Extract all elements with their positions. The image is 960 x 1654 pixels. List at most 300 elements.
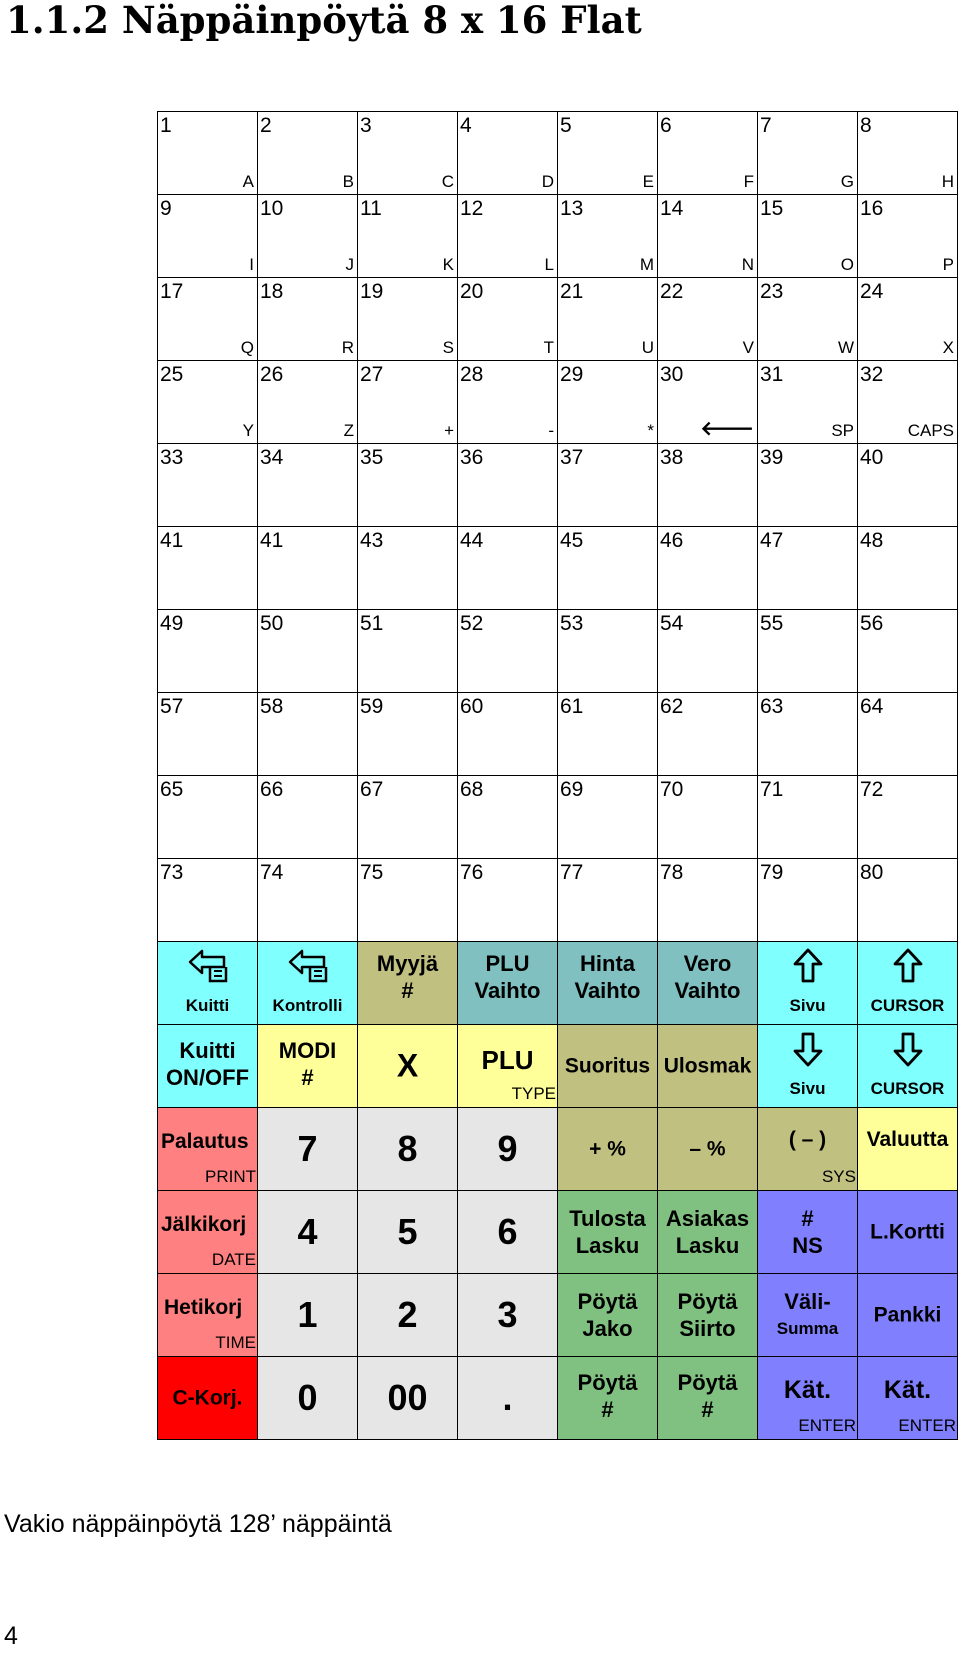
key-number: 69 xyxy=(560,778,584,801)
grid-key[interactable] xyxy=(858,693,958,776)
grid-key[interactable] xyxy=(158,610,258,693)
key-number: 80 xyxy=(860,861,884,884)
grid-key[interactable] xyxy=(758,278,858,361)
key-sublabel: TYPE xyxy=(511,1084,556,1103)
function-row-6 xyxy=(158,1357,958,1440)
key-number: 27 xyxy=(360,363,384,386)
key-number: 34 xyxy=(260,446,284,469)
key-number: 5 xyxy=(560,114,572,137)
grid-row xyxy=(158,859,958,942)
key-label: Kät. xyxy=(883,1376,932,1404)
key-number: 22 xyxy=(660,280,684,303)
grid-row xyxy=(158,776,958,859)
key-number: 3 xyxy=(360,114,372,137)
key-6[interactable] xyxy=(458,1191,558,1274)
key-hetikorj[interactable] xyxy=(158,1274,258,1357)
grid-key[interactable] xyxy=(858,278,958,361)
key-number: 1 xyxy=(160,114,172,137)
key-number: 8 xyxy=(860,114,872,137)
key-label: CURSOR xyxy=(870,1079,945,1098)
grid-key[interactable] xyxy=(858,610,958,693)
key-label-line2: # xyxy=(301,1065,314,1090)
key-label: 6 xyxy=(497,1211,518,1252)
grid-key[interactable] xyxy=(858,527,958,610)
key-plus-percent[interactable] xyxy=(558,1108,658,1191)
grid-key[interactable] xyxy=(558,610,658,693)
backspace-arrow-icon: 🡐 xyxy=(700,418,754,440)
key-number: 64 xyxy=(860,695,884,718)
key-9[interactable] xyxy=(458,1108,558,1191)
key-kat-enter-1[interactable] xyxy=(758,1357,858,1440)
grid-key[interactable] xyxy=(658,859,758,942)
grid-key[interactable] xyxy=(758,195,858,278)
grid-key[interactable] xyxy=(358,859,458,942)
grid-key[interactable] xyxy=(458,859,558,942)
grid-key[interactable] xyxy=(558,361,658,444)
grid-key[interactable] xyxy=(358,361,458,444)
key-label: 5 xyxy=(397,1211,418,1252)
grid-key[interactable] xyxy=(858,776,958,859)
grid-key[interactable] xyxy=(658,361,758,444)
grid-key[interactable] xyxy=(858,112,958,195)
grid-key[interactable] xyxy=(558,278,658,361)
key-number: 75 xyxy=(360,861,384,884)
key-number: 38 xyxy=(660,446,684,469)
key-label: ( – ) xyxy=(788,1128,827,1151)
grid-row xyxy=(158,195,958,278)
key-label: 2 xyxy=(397,1294,418,1335)
key-number: 9 xyxy=(160,197,172,220)
key-label-line2: Vaihto xyxy=(674,978,741,1003)
grid-key[interactable] xyxy=(258,444,358,527)
key-number: 23 xyxy=(760,280,784,303)
key-number: 68 xyxy=(460,778,484,801)
key-decimal-point[interactable] xyxy=(458,1357,558,1440)
key-label: Kontrolli xyxy=(272,996,343,1015)
key-kuitti[interactable] xyxy=(158,942,258,1025)
key-suoritus[interactable] xyxy=(558,1025,658,1108)
key-label: CURSOR xyxy=(870,996,945,1015)
key-letter: U xyxy=(641,338,654,357)
function-row-2 xyxy=(158,1025,958,1108)
key-number: 19 xyxy=(360,280,384,303)
key-number: 37 xyxy=(560,446,584,469)
key-label: 8 xyxy=(397,1128,418,1169)
key-myyja[interactable] xyxy=(358,942,458,1025)
key-letter: I xyxy=(249,255,254,274)
key-number: 53 xyxy=(560,612,584,635)
arrow-up-icon xyxy=(892,948,924,984)
key-8[interactable] xyxy=(358,1108,458,1191)
key-letter: P xyxy=(942,255,954,274)
grid-key[interactable] xyxy=(158,195,258,278)
grid-key[interactable] xyxy=(458,361,558,444)
key-plu[interactable] xyxy=(458,1025,558,1108)
grid-key[interactable] xyxy=(658,112,758,195)
key-label-line2: # xyxy=(701,1397,714,1422)
key-letter: B xyxy=(342,172,354,191)
key-number: 14 xyxy=(660,197,684,220)
key-label-line1: Pöytä xyxy=(577,1370,638,1395)
key-sublabel: PRINT xyxy=(205,1167,256,1186)
key-label-line1: Väli- xyxy=(784,1289,831,1314)
grid-key[interactable] xyxy=(558,112,658,195)
key-number: 43 xyxy=(360,529,384,552)
key-valuutta[interactable] xyxy=(858,1108,958,1191)
key-letter: S xyxy=(442,338,454,357)
key-number: 47 xyxy=(760,529,784,552)
key-pankki[interactable] xyxy=(858,1274,958,1357)
key-letter: D xyxy=(541,172,554,191)
grid-key[interactable] xyxy=(158,859,258,942)
key-number: 41 xyxy=(260,529,284,552)
grid-key[interactable] xyxy=(258,278,358,361)
key-number: 65 xyxy=(160,778,184,801)
key-minus[interactable] xyxy=(758,1108,858,1191)
grid-key[interactable] xyxy=(358,444,458,527)
key-letter: + xyxy=(444,421,454,440)
key-letter: O xyxy=(840,255,854,274)
grid-key[interactable] xyxy=(358,527,458,610)
key-letter: E xyxy=(642,172,654,191)
key-letter: CAPS xyxy=(907,421,954,440)
key-1[interactable] xyxy=(258,1274,358,1357)
grid-key[interactable] xyxy=(758,693,858,776)
grid-key[interactable] xyxy=(258,195,358,278)
page-number: 4 xyxy=(4,1622,18,1650)
receipt-feed-icon xyxy=(186,948,230,984)
key-label-line1: Tulosta xyxy=(569,1206,646,1231)
key-jalkikorj[interactable] xyxy=(158,1191,258,1274)
grid-key[interactable] xyxy=(258,112,358,195)
key-2[interactable] xyxy=(358,1274,458,1357)
grid-key[interactable] xyxy=(558,776,658,859)
key-valisumma[interactable] xyxy=(758,1274,858,1357)
grid-key[interactable] xyxy=(458,195,558,278)
key-letter: H xyxy=(941,172,954,191)
grid-key[interactable] xyxy=(158,527,258,610)
grid-key[interactable] xyxy=(558,444,658,527)
key-number: 54 xyxy=(660,612,684,635)
key-number: 31 xyxy=(760,363,784,386)
arrow-down-icon xyxy=(792,1031,824,1067)
key-poyta-siirto[interactable] xyxy=(658,1274,758,1357)
key-minus-percent[interactable] xyxy=(658,1108,758,1191)
journal-feed-icon xyxy=(286,948,330,984)
key-number: 39 xyxy=(760,446,784,469)
key-number: 45 xyxy=(560,529,584,552)
key-poyta-number-2[interactable] xyxy=(658,1357,758,1440)
grid-key[interactable] xyxy=(458,444,558,527)
key-label-line2: Jako xyxy=(582,1316,633,1341)
key-number: 50 xyxy=(260,612,284,635)
key-letter: C xyxy=(441,172,454,191)
key-kat-enter-2[interactable] xyxy=(858,1357,958,1440)
key-kontrolli[interactable] xyxy=(258,942,358,1025)
grid-key[interactable] xyxy=(558,195,658,278)
grid-key[interactable] xyxy=(758,776,858,859)
key-number: 12 xyxy=(460,197,484,220)
key-label: PLU xyxy=(481,1045,534,1075)
grid-key[interactable] xyxy=(558,859,658,942)
key-letter: * xyxy=(647,421,654,440)
grid-key[interactable] xyxy=(158,112,258,195)
grid-key[interactable] xyxy=(658,278,758,361)
grid-row xyxy=(158,444,958,527)
grid-row xyxy=(158,278,958,361)
key-label-line2: NS xyxy=(792,1233,823,1258)
key-sublabel: ENTER xyxy=(798,1416,856,1435)
grid-row xyxy=(158,693,958,776)
key-poyta-jako[interactable] xyxy=(558,1274,658,1357)
grid-key[interactable] xyxy=(258,610,358,693)
key-letter: R xyxy=(341,338,354,357)
key-number: 46 xyxy=(660,529,684,552)
key-number: 76 xyxy=(460,861,484,884)
key-number: 79 xyxy=(760,861,784,884)
grid-key[interactable] xyxy=(658,195,758,278)
grid-key[interactable] xyxy=(558,693,658,776)
key-ulosmak[interactable] xyxy=(658,1025,758,1108)
function-key-grid xyxy=(158,942,958,1440)
grid-key[interactable] xyxy=(358,112,458,195)
key-letter: L xyxy=(544,255,554,274)
key-cursor-up[interactable] xyxy=(858,942,958,1025)
key-modi[interactable] xyxy=(258,1025,358,1108)
grid-key[interactable] xyxy=(858,859,958,942)
key-number: 32 xyxy=(860,363,884,386)
key-multiply[interactable] xyxy=(358,1025,458,1108)
grid-key[interactable] xyxy=(358,776,458,859)
key-label: . xyxy=(502,1377,513,1418)
grid-key[interactable] xyxy=(758,859,858,942)
function-row-1 xyxy=(158,942,958,1025)
grid-key[interactable] xyxy=(358,693,458,776)
grid-key[interactable] xyxy=(858,361,958,444)
key-3[interactable] xyxy=(458,1274,558,1357)
key-00[interactable] xyxy=(358,1357,458,1440)
key-label: Valuutta xyxy=(866,1128,949,1151)
key-letter: W xyxy=(837,338,854,357)
key-label: 0 xyxy=(297,1377,318,1418)
grid-key[interactable] xyxy=(758,527,858,610)
key-number: 15 xyxy=(760,197,784,220)
grid-key[interactable] xyxy=(258,859,358,942)
key-label-line1: Pöytä xyxy=(577,1289,638,1314)
key-cursor-down[interactable] xyxy=(858,1025,958,1108)
key-label-line2: # xyxy=(601,1397,614,1422)
key-letter: Z xyxy=(343,421,354,440)
grid-key[interactable] xyxy=(358,278,458,361)
key-number: 49 xyxy=(160,612,184,635)
key-number: 66 xyxy=(260,778,284,801)
key-number: 51 xyxy=(360,612,384,635)
key-c-korj[interactable] xyxy=(158,1357,258,1440)
grid-key[interactable] xyxy=(858,195,958,278)
key-label: L.Kortti xyxy=(870,1220,945,1244)
key-sivu-down[interactable] xyxy=(758,1025,858,1108)
key-number: 10 xyxy=(260,197,284,220)
page-title: 1.1.2 Näppäinpöytä 8 x 16 Flat xyxy=(6,0,642,42)
key-number: 7 xyxy=(760,114,772,137)
key-number: 63 xyxy=(760,695,784,718)
key-number: 67 xyxy=(360,778,384,801)
key-palautus[interactable] xyxy=(158,1108,258,1191)
key-label-line1: MODI xyxy=(278,1038,337,1063)
key-tulosta-lasku[interactable] xyxy=(558,1191,658,1274)
key-label: Jälkikorj xyxy=(161,1213,247,1236)
key-letter: V xyxy=(742,338,754,357)
key-letter: J xyxy=(345,255,354,274)
key-number: 25 xyxy=(160,363,184,386)
key-number: 35 xyxy=(360,446,384,469)
key-label-line1: PLU xyxy=(485,951,530,976)
grid-key[interactable] xyxy=(458,278,558,361)
grid-key[interactable] xyxy=(658,610,758,693)
grid-key[interactable] xyxy=(858,444,958,527)
key-number: 30 xyxy=(660,363,684,386)
grid-key[interactable] xyxy=(758,610,858,693)
grid-key[interactable] xyxy=(658,776,758,859)
grid-row xyxy=(158,527,958,610)
grid-key[interactable] xyxy=(158,776,258,859)
grid-key[interactable] xyxy=(458,527,558,610)
key-number: 13 xyxy=(560,197,584,220)
key-number: 70 xyxy=(660,778,684,801)
key-number: 62 xyxy=(660,695,684,718)
key-letter: - xyxy=(548,421,554,440)
key-sivu-up[interactable] xyxy=(758,942,858,1025)
key-label: Sivu xyxy=(789,1079,826,1098)
key-number: 78 xyxy=(660,861,684,884)
key-label: Hetikorj xyxy=(164,1296,243,1319)
key-letter: M xyxy=(639,255,654,274)
key-number: 41 xyxy=(160,529,184,552)
function-row-5 xyxy=(158,1274,958,1357)
key-number: 72 xyxy=(860,778,884,801)
key-label: 1 xyxy=(297,1294,318,1335)
grid-key[interactable] xyxy=(658,527,758,610)
grid-key[interactable] xyxy=(458,693,558,776)
key-number: 58 xyxy=(260,695,284,718)
key-letter: Q xyxy=(240,338,254,357)
key-number: 52 xyxy=(460,612,484,635)
key-letter: K xyxy=(442,255,454,274)
grid-key[interactable] xyxy=(158,693,258,776)
key-lkortti[interactable] xyxy=(858,1191,958,1274)
key-label-line2: Vaihto xyxy=(574,978,641,1003)
grid-key[interactable] xyxy=(158,278,258,361)
key-number: 26 xyxy=(260,363,284,386)
key-number: 40 xyxy=(860,446,884,469)
key-number: 59 xyxy=(360,695,384,718)
key-letter: SP xyxy=(831,421,854,440)
key-label: Kuitti xyxy=(185,996,230,1015)
key-4[interactable] xyxy=(258,1191,358,1274)
numbered-key-grid xyxy=(158,112,958,942)
key-number: 4 xyxy=(460,114,472,137)
function-row-3 xyxy=(158,1108,958,1191)
key-letter: G xyxy=(840,172,854,191)
key-label-line2: Siirto xyxy=(679,1316,736,1341)
grid-key[interactable] xyxy=(458,776,558,859)
key-label: 4 xyxy=(297,1211,318,1252)
key-number: 20 xyxy=(460,280,484,303)
key-number: 60 xyxy=(460,695,484,718)
key-number: 74 xyxy=(260,861,284,884)
grid-key[interactable] xyxy=(458,112,558,195)
key-7[interactable] xyxy=(258,1108,358,1191)
grid-key[interactable] xyxy=(358,610,458,693)
grid-key[interactable] xyxy=(658,444,758,527)
key-vero-vaihto[interactable] xyxy=(658,942,758,1025)
grid-key[interactable] xyxy=(758,444,858,527)
grid-key[interactable] xyxy=(158,361,258,444)
key-number: 28 xyxy=(460,363,484,386)
key-label: C-Korj. xyxy=(172,1386,243,1410)
key-label: 3 xyxy=(497,1294,518,1335)
key-label-line2: Lasku xyxy=(575,1233,640,1258)
key-label: – % xyxy=(689,1137,726,1161)
arrow-down-icon xyxy=(892,1031,924,1067)
key-label: Kät. xyxy=(783,1376,832,1404)
key-5[interactable] xyxy=(358,1191,458,1274)
grid-key[interactable] xyxy=(258,776,358,859)
key-hinta-vaihto[interactable] xyxy=(558,942,658,1025)
function-row-4 xyxy=(158,1191,958,1274)
grid-key[interactable] xyxy=(258,693,358,776)
key-number: 11 xyxy=(360,197,382,220)
key-label: 9 xyxy=(497,1128,518,1169)
key-number: 6 xyxy=(660,114,672,137)
grid-key[interactable] xyxy=(658,693,758,776)
key-label-line2: # xyxy=(401,978,414,1003)
grid-key[interactable] xyxy=(158,444,258,527)
grid-key[interactable] xyxy=(258,527,358,610)
key-poyta-number-1[interactable] xyxy=(558,1357,658,1440)
key-label-line2: ON/OFF xyxy=(165,1065,250,1090)
grid-key[interactable] xyxy=(358,195,458,278)
key-number: 17 xyxy=(160,280,184,303)
grid-key[interactable] xyxy=(758,361,858,444)
key-plu-vaihto[interactable] xyxy=(458,942,558,1025)
grid-row xyxy=(158,610,958,693)
caption: Vakio näppäinpöytä 128’ näppäintä xyxy=(4,1510,392,1538)
key-number: 21 xyxy=(560,280,584,303)
key-label-line1: Kuitti xyxy=(179,1038,236,1063)
key-label-line1: Myyjä xyxy=(376,951,439,976)
key-asiakas-lasku[interactable] xyxy=(658,1191,758,1274)
key-sublabel: DATE xyxy=(211,1250,256,1269)
key-letter: T xyxy=(543,338,554,357)
grid-key[interactable] xyxy=(258,361,358,444)
key-label-line2: Vaihto xyxy=(474,978,541,1003)
key-number: 56 xyxy=(860,612,884,635)
key-0[interactable] xyxy=(258,1357,358,1440)
key-kuitti-on-off[interactable] xyxy=(158,1025,258,1108)
key-number: 24 xyxy=(860,280,884,303)
grid-key[interactable] xyxy=(458,610,558,693)
key-letter: N xyxy=(741,255,754,274)
key-ns[interactable] xyxy=(758,1191,858,1274)
grid-key[interactable] xyxy=(558,527,658,610)
key-number: 29 xyxy=(560,363,584,386)
key-label: Ulosmak xyxy=(663,1054,752,1078)
grid-key[interactable] xyxy=(758,112,858,195)
key-label-line2: Lasku xyxy=(675,1233,740,1258)
key-letter: A xyxy=(242,172,254,191)
key-sublabel: SYS xyxy=(821,1167,856,1186)
